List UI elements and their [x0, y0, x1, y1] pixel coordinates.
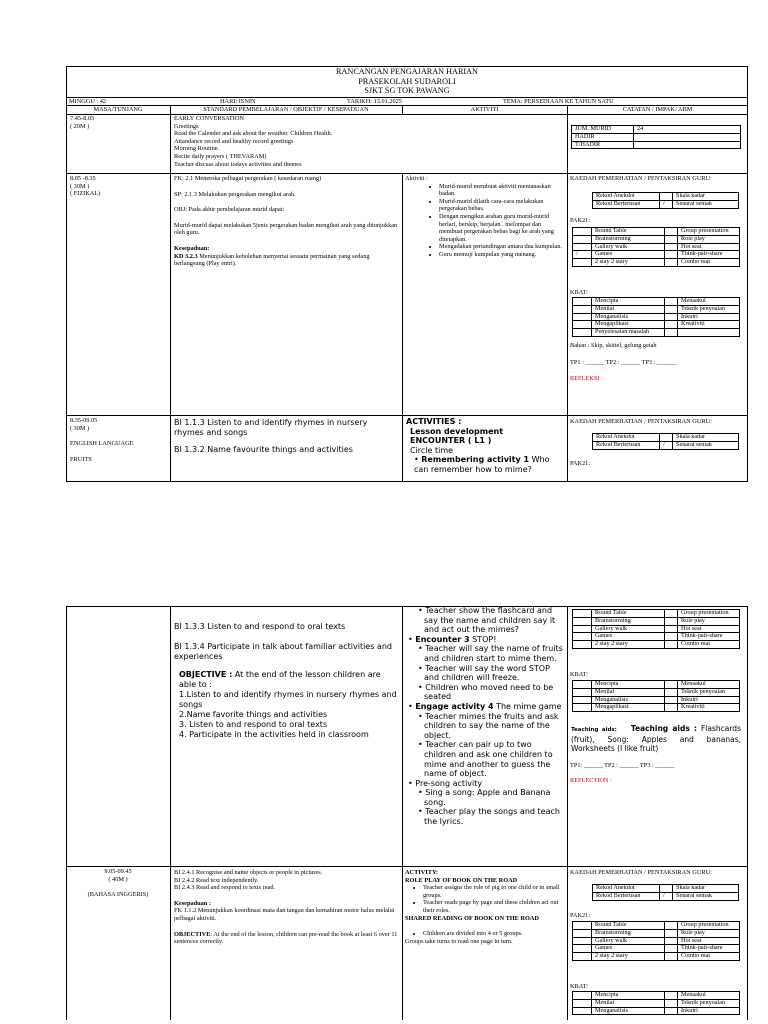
row1-content: EARLY CONVERSATION Greetings Read the Calender and ask about the weather. Children Health. Attandance record and healthy record greetings Morning Routine. Recite daily prayers ( THEVARAM) Teacher discuss about todays activities and themes — [174, 115, 333, 168]
row4-standard: BI 2.4.1 Recognise and name objects or people in pictures. BI 2.4.2 Read text independently. BI 2.4.3 Read and respond to texts read. Kesepaduan : FK 1.1.2 Menunjukkan koordinasi mata dan tangan dan kemahiran motor halus melalui pelbagai aktiviti. OBJECTIVE: At the end of the lesson, children can pre-read the book at least 6 over 11 sentences correctly. — [174, 869, 398, 946]
row4-activities: ACTIVITY: ROLE PLAY OF BOOK ON THE ROAD • Teacher assigns the role of pig to one child or in small groups. • Teacher reads page by page and these children act out their roles. SHARED READING OF BOOK ON THE ROAD • Children are divided into 4 or 5 groups. Groups take turns to read one page in turn. — [405, 869, 563, 945]
plan-title — [66, 67, 748, 96]
row3-standard: BI 1.1.3 Listen to and identify rhymes in nursery rhymes and songs BI 1.3.2 Name favourite things and activities — [174, 418, 368, 454]
kaedah-table-3: Rekod Anekdot Skala kadar Rekod Berterusan / Senarai semak — [592, 884, 739, 901]
row2-tp: TP1 : ______ TP2 : ______ TP3 : ______ — [570, 359, 676, 366]
col-catatan: CATATAN / IMPAK/ ABM — [622, 106, 693, 113]
title-line-3: SJKT SG TOK PAWANG — [364, 86, 450, 96]
row3-time: 8.35-09.05 ( 30M ) ENGLISH LANGUAGE FRUITS — [70, 417, 134, 463]
row3-activities: ACTIVITIES : Lesson development ENCOUNTER ( L1 ) Circle time • Remembering activity 1 Who can remember how to mime? — [406, 417, 550, 474]
pak21-table-1: Round Table Group presentation Brainstorming Role play Gallery walk Hot seat / Games Think-pair-share 2 stay 2 stary Combo mat — [572, 227, 740, 267]
col-masa: MASA/TUNJANG — [93, 106, 143, 113]
kbat-table-3: Mencipta Menaakul Menilai Teknik penyoalan Menganalisis Inkuiri — [572, 991, 740, 1015]
kaedah-table-1: Rekod Anekdot Skala kadar Rekod Berterusan / Senarai semak — [592, 192, 739, 209]
row2-time: 8.05 -8.35 ( 30M ) ( FIZIKAL) — [70, 175, 101, 198]
page2-teaching-aids: Teaching aids: Teaching aids : Flashcards (fruit), Song: Apples and bananas, Worksheets (I like fruit) — [571, 724, 741, 754]
pak21-table-2: Round Table Group presentation Brainstorming Role play Gallery walk Hot seat Games Think-pair-share 2 stay 2 stary Combo mat — [572, 609, 740, 649]
row2-bahan: Bahan : Skip, skittel, gelung getah — [570, 342, 657, 349]
kbat-table-2: Mencipta Menaakul Menilai Teknik penyoalan Menganalisis Inkuiri Mengaplikasi Kreativiti — [572, 680, 740, 712]
page2-kbat-label: KBAT: — [570, 671, 588, 678]
row2-refleksi: REFLEKSI : — [570, 375, 603, 382]
row2-standard: FK: 2.1 Meneroka pelbagai pergerakan ( kesedaran ruang) SP: 2.1.3 Melakukan pergerakan mengikut arah. OBJ: Pada akhir pembelajaran murid dapat: Murid-murid dapat melakukan 5jenis pergerakan badan mengikut arah yang ditunjukkan oleh guru. Kesepaduan: KD 3.2.3 Menunjukkan kebolehan menyertai sesuatu permainan yang sedang berlangsung (Play entri). — [174, 175, 398, 268]
row2-pak21-label: PAK21: — [570, 217, 591, 224]
page2-tp: TP1: ______ TP2 : ______ TP3 : ______ — [570, 762, 675, 769]
page2-activities: • Teacher show the flashcard and say the name and children say it and act out the mimes? • Encounter 3 STOP! • Teacher will say the name of fruits and children start to mime them. • Teacher will say the word STOP and children will freeze. • Children who moved need to be seated • Engage activity 4 The mime game • Teacher mimes the fruits and ask children to say the name of the object. • Teacher can pair up to two children and ask one children to mime and another to guess the name of object. • Pre-song activity • Sing a song: Apple and Banana song. • Teacher play the songs and teach the lyrics. — [408, 606, 563, 827]
row2-kaedah-label: KAEDAH PEMERHATIAN / PENTAKSIRAN GURU: — [570, 175, 712, 182]
pak21-table-3: Round Table Group presentation Brainstorming Role play Gallery walk Hot seat Games Think-pair-share 2 stay 2 stary Combo mat — [572, 921, 740, 961]
row1-time: 7.45-8.05 ( 20M ) — [70, 115, 95, 130]
row4-pak21-label: PAK21: — [570, 912, 591, 919]
row4-time: 9.05-09.45 ( 40M ) (BAHASA INGGERIS) — [87, 868, 149, 899]
page2-standard: BI 1.3.3 Listen to and respond to oral texts BI 1.3.4 Participate in talk about familiar activities and experiences OBJECTIVE : At the end of the lesson children are able to : 1.Listen to and identify rhymes in nursery rhymes and songs 2.Name favorite things and activities 3. Listen to and respond to oral texts 4. Participate in the activities held in classroom — [174, 622, 397, 739]
row3-kaedah-label: KAEDAH PEMERHATIAN / PENTAKSIRAN GURU: — [570, 418, 712, 425]
row3-pak21-label: PAK21: — [570, 460, 591, 467]
row2-activities: Aktiviti : • Murid-murid membuat aktiviti memanaskan badan. • Murid-murid dilatih cara-cara melakukan pergerakan bebas. • Dengan mengikut arahan guru murid-murid berlari, berskip, berjalan . melompat dan membuat pergerakan bebas bagi ke arah yang ditetapkan. • Mengadakan pertandingan antara dua kumpulan. • Guru memuji kumpulan yang menang. — [405, 175, 563, 259]
col-standard: STANDARD PEMBELAJARAN / OBJEKTIF / KESEPADUAN — [203, 106, 369, 113]
row2-kbat-label: KBAT: — [570, 289, 588, 296]
attendance-table: JUM. MURID 24 HADIR T/HADIR — [571, 125, 741, 149]
row4-kaedah-label: KAEDAH PEMERHATIAN / PENTAKSIRAN GURU: — [570, 869, 712, 876]
kbat-table-1: Mencipta Menaakul Menilai Teknik penyoalan Menganalisis Inkuiri Mengaplikasi Kreativiti Penyelesaian masalah — [572, 297, 740, 337]
theme-label: TEMA: PERSEDIAAN KE TAHUN SATU — [503, 98, 614, 105]
date-label: TARIKH: 13.01.2025 — [347, 98, 402, 105]
week-label: MINGGU : 42 — [69, 98, 107, 105]
title-line-2: PRASEKOLAH SUDAROLI — [358, 76, 456, 86]
page2-reflection: REFLECTION : — [570, 777, 612, 784]
row4-kbat-label: KBAT: — [570, 983, 588, 990]
col-aktiviti: AKTIVITI — [470, 106, 499, 113]
day-label: HARI: ISNIN — [220, 98, 256, 105]
title-line-1: RANCANGAN PENGAJARAN HARIAN — [336, 67, 478, 76]
kaedah-table-2: Rekod Anekdot Skala kadar Rekod Berterusan / Senarai semak — [592, 433, 739, 450]
